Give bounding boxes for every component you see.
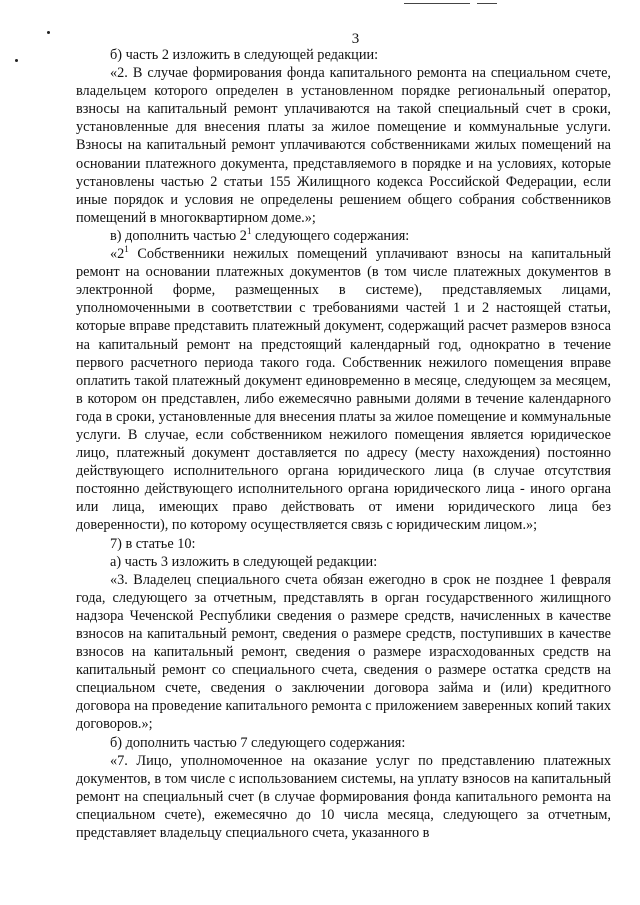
paragraph: в) дополнить частью $2^1$ следующего содержания: xyxy=(110,226,410,244)
superscript: 1 xyxy=(124,244,129,255)
superscript: 1 xyxy=(246,226,252,237)
top-edge-line xyxy=(404,3,470,4)
paragraph: «7. Лицо, уполномоченное на оказание услуг по представлению платежных документов, в том числе с использованием системы, на уплату взносов на капитальный ремонт на специальный счет (в случае формирования фонда капитального ремонта на специальном счете), ежемесячно до 10 числа месяца, следующего за отчетным, представляет владельцу специального счета, указанного в xyxy=(76,752,611,842)
top-edge-line-short xyxy=(477,3,497,4)
paragraph: 7) в статье 10: xyxy=(110,535,196,552)
document-body xyxy=(76,46,611,842)
paragraph: а) часть 3 изложить в следующей редакции: xyxy=(110,553,378,570)
paragraph: б) часть 2 изложить в следующей редакции: xyxy=(110,47,379,63)
scan-speck xyxy=(15,59,18,62)
paragraph: б) дополнить частью 7 следующего содержания: xyxy=(110,734,406,751)
page-number: 3 xyxy=(351,31,360,47)
paragraph: «$2^1$ Собственники нежилых помещений уплачивают взносы на капитальный ремонт на основании платежных документов (в том числе платежных документов в электронной форме, размещенных в системе), представляемых лицами, уполномоченными в соответствии с требованиями частей 1 и 2 настоящей статьи, которые вправе представить платежный документ, содержащий расчет размеров взноса на капитальный ремонт на предстоящий календарный год, однократно в течение первого расчетного периода такого года. Собственник нежилого помещения вправе оплатить такой платежный документ единовременно в месяце, следующем за месяцем, в котором он представлен, либо ежемесячно равными долями в течение календарного года в сроки, установленные для внесения платы за жилое помещение и коммунальные услуги. В случае, если собственником нежилого помещения является юридическое лицо, платежный документ доставляется по адресу (месту нахождения) постоянно действующего исполнительного органа юридического лица (в случае отсутствия постоянно действующего исполнительного органа юридического лица - иного органа или лица, имеющих право действовать от имени юридического лица без доверенности), по которому осуществляется связь с юридическим лицом.»; xyxy=(76,244,611,534)
paragraph: «2. В случае формирования фонда капитального ремонта на специальном счете, владельцем которого определен в установленном порядке региональный оператор, взносы на капитальный ремонт уплачиваются на такой специальный счет в сроки, установленные для внесения платы за жилое помещение и коммунальные услуги. Взносы на капитальный ремонт уплачиваются собственниками жилых помещений на основании платежного документа, представляемого в порядке и на условиях, которые установлены частью 2 статьи 155 Жилищного кодекса Российской Федерации, если иные порядок и условия не определены решением общего собрания собственников помещений в многоквартирном доме.»; xyxy=(76,65,611,226)
paragraph: «3. Владелец специального счета обязан ежегодно в срок не позднее 1 февраля года, следующего за отчетным, представлять в орган государственного жилищного надзора Чеченской Республики сведения о размере средств, начисленных в качестве взносов на капитальный ремонт, сведения о размере средств, поступивших в качестве взносов на капитальный ремонт, сведения о размере израсходованных средств на капитальный ремонт со специального счета, сведения о размере остатка средств на специальном счете, сведения о заключении договора займа и (или) кредитного договора на проведение капитального ремонта с приложением заверенных копий таких договоров.»; xyxy=(76,571,611,733)
